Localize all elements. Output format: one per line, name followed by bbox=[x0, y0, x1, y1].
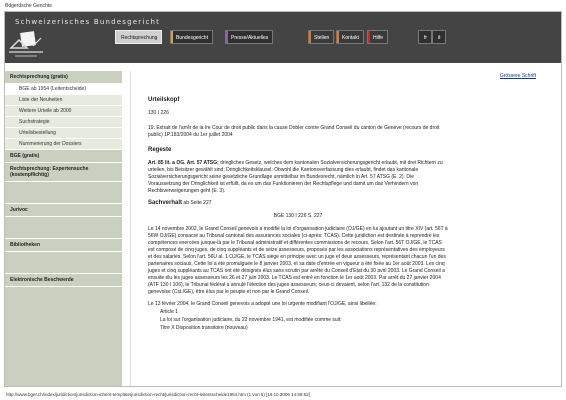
sidebar-divider bbox=[5, 217, 122, 239]
browser-tab-title: Bdgerdsche Gerichte bbox=[0, 0, 566, 11]
heading-regeste: Regeste bbox=[148, 147, 172, 153]
page-reference: BGE 130 I 226 S. 227 bbox=[273, 213, 323, 219]
sidebar-divider bbox=[5, 252, 122, 274]
sidebar-item-urteilsbestellung[interactable]: Urteilsbestellung bbox=[5, 128, 122, 139]
regeste-paragraph bbox=[148, 160, 448, 195]
nav-bundesgericht[interactable] bbox=[170, 30, 213, 44]
sidebar bbox=[5, 71, 122, 387]
nav-stellen[interactable] bbox=[308, 30, 334, 44]
nav-presse[interactable] bbox=[225, 30, 273, 44]
article-1-sub: Titre X Disposition transitoire (nouveau) bbox=[160, 325, 248, 331]
sidebar-item-suchstrategie[interactable]: Suchstrategie bbox=[5, 117, 122, 128]
regeste-text: dringliches Gesetz, welches dem kantonalen Sozialversicherungsgericht erlaubt, mit drei Richtern zu urteilen, bis Beisitzer gewählt sind; Dringlichkeitsklausel. Obwohl die Kantonsverfassung dies erlaubt, findet das kantonale Sozialversicherungsgericht seine gesetzliche Grundlage unmittelbar im Bundesrecht, nämlich in Art. 57 ATSG (E. 2). Die Voraussetzung der Dringlichkeit ist erfüllt, da es um das Funktionieren der Rechtspflege und damit um das Verhindern von Rechtsverweigerungen geht (E. 3). bbox=[148, 160, 443, 194]
heading-urteilskopf: Urteilskopf bbox=[148, 97, 180, 103]
sidebar-item-bge-1954[interactable]: BGE ab 1954 (Leitentscheide) bbox=[5, 84, 122, 95]
nav-rechtsprechung[interactable] bbox=[115, 30, 162, 44]
page-frame bbox=[4, 11, 562, 387]
nav-hilfe[interactable] bbox=[367, 30, 388, 44]
nav-kontakt[interactable] bbox=[336, 30, 364, 44]
nav-tick bbox=[368, 31, 370, 43]
judgment-document bbox=[148, 97, 448, 337]
nav-label: Stellen bbox=[314, 35, 330, 41]
sidebar-item-neuheiten[interactable]: Liste der Neuheiten bbox=[5, 95, 122, 106]
nav-label: it bbox=[438, 35, 441, 41]
sidebar-item-nummerierung[interactable]: Nummerierung der Dossiers bbox=[5, 139, 122, 150]
sachverhalt-label: Sachverhalt bbox=[148, 200, 183, 206]
bigger-font-link[interactable]: Grössere Schrift bbox=[499, 73, 536, 79]
sidebar-item-weitere-urteile[interactable]: Weitere Urteile ab 2000 bbox=[5, 106, 122, 117]
sidebar-divider bbox=[5, 182, 122, 204]
site-header bbox=[5, 12, 561, 63]
body-paragraph-2: Le 13 février 2004, le Grand Conseil genevois a adopté une loi urgente modifiant l'OJ/GE, ainsi libellée: bbox=[148, 301, 377, 307]
article-1-text: La loi sur l'organisation judiciaire, du 22 novembre 1941, est modifiée comme suit: bbox=[160, 317, 342, 323]
sidebar-section-beschwerde[interactable]: Elektronische Beschwerde bbox=[5, 274, 122, 287]
swiss-federal-court-logo-icon[interactable] bbox=[5, 26, 49, 62]
sidebar-section-jurivoc[interactable]: Jurivoc bbox=[5, 204, 122, 217]
sachverhalt-page: ab Seite 227 bbox=[182, 200, 212, 206]
site-title: Schweizerisches Bundesgericht bbox=[15, 18, 161, 26]
nav-tick bbox=[226, 31, 228, 43]
nav-lang-it[interactable] bbox=[432, 30, 446, 44]
nav-label: Presse/Aktuelles bbox=[231, 35, 269, 41]
sidebar-section-title[interactable]: Rechtsprechung (gratis) bbox=[5, 71, 122, 84]
nav-label: fr bbox=[424, 35, 428, 41]
nav-label: Hilfe bbox=[373, 35, 384, 41]
nav-tick bbox=[337, 31, 339, 43]
nav-label: Kontakt bbox=[342, 35, 359, 41]
sidebar-section-bibliotheken[interactable]: Bibliotheken bbox=[5, 239, 122, 252]
sidebar-section-expertensuche[interactable]: Rechtsprechung: Expertensuche (kostenpflichtig) bbox=[5, 163, 122, 182]
status-url: http://www.bger.ch/index/juridiction/jurisdiction-inherit-template/jurisdiction-recht/jurisdiction-recht-leitentscheide1954.htm (1 von 6) [16.10.2006 14:59:52] bbox=[0, 389, 566, 400]
sachverhalt-line bbox=[148, 200, 448, 207]
nav-label: Rechtsprechung bbox=[121, 35, 158, 41]
body-paragraph-1: Le 14 novembre 2002, le Grand Conseil genevois a modifié la loi d'organisation judiciaire (OJ/GE) en lui ajoutant un titre XIV (art. 56T à 56W OJ/GE) consacré au Tribunal cantonal des assurances sociales (ci-après: TCAS). Cette juridiction est destinée à reprendre les compétences exercées jusque-là par le Tribunal administratif et différentes commissions de recours. Selon l'art. 56T OJ/GE, le TCAS est composé de cinq juges, de cinq suppléants et de seize assesseurs, proposés par les associations représentatives des employeurs et des salariés. Selon l'art. 56U al. 1 OJ/GE, le TCAS siège en principe avec un juge et deux assesseurs, représentant chacun l'un des partenaires sociaux. Cette loi a été promulguée le 8 janvier 2003, et sa date d'entrée en vigueur a été fixée au 1er août 2003. Les cinq juges et cinq suppléants au TCAS ont été désignés élus sans scrutin par arrêté du Conseil d'Etat du 30 avril 2003. Le Grand Conseil a ensuite élu les juges assesseurs les 26 et 27 juin 2003. Le TCAS est entré en fonction le 1er août 2003. Par arrêt du 27 janvier 2004 (ATF 130 I 106), le Tribunal fédéral a annulé l'élection des juges assesseurs; ceux-ci devaient, selon l'art. 132 de la constitution genevoise (Cst./GE), être élus par le peuple et non par le Grand Conseil. bbox=[148, 226, 448, 295]
nav-label: Bundesgericht bbox=[176, 35, 208, 41]
nav-tick bbox=[171, 31, 173, 43]
article-1-title: Article 1 bbox=[160, 309, 179, 315]
sidebar-section-bge[interactable]: BGE (gratis) bbox=[5, 150, 122, 163]
decision-summary: 19. Extrait de l'arrêt de la Ire Cour de droit public dans la cause Dobler contre Grand Conseil du canton de Genève (recours de droit public) 1P.183/2004 du 1er juillet 2004 bbox=[148, 125, 440, 138]
nav-lang-fr[interactable] bbox=[418, 30, 432, 44]
nav-tick bbox=[309, 31, 311, 43]
regeste-lead[interactable]: Art. 85 lit. a OG. Art. 57 ATSG; bbox=[148, 160, 219, 166]
main-content bbox=[130, 71, 550, 387]
decision-ref: 130 I 226 bbox=[148, 110, 169, 116]
